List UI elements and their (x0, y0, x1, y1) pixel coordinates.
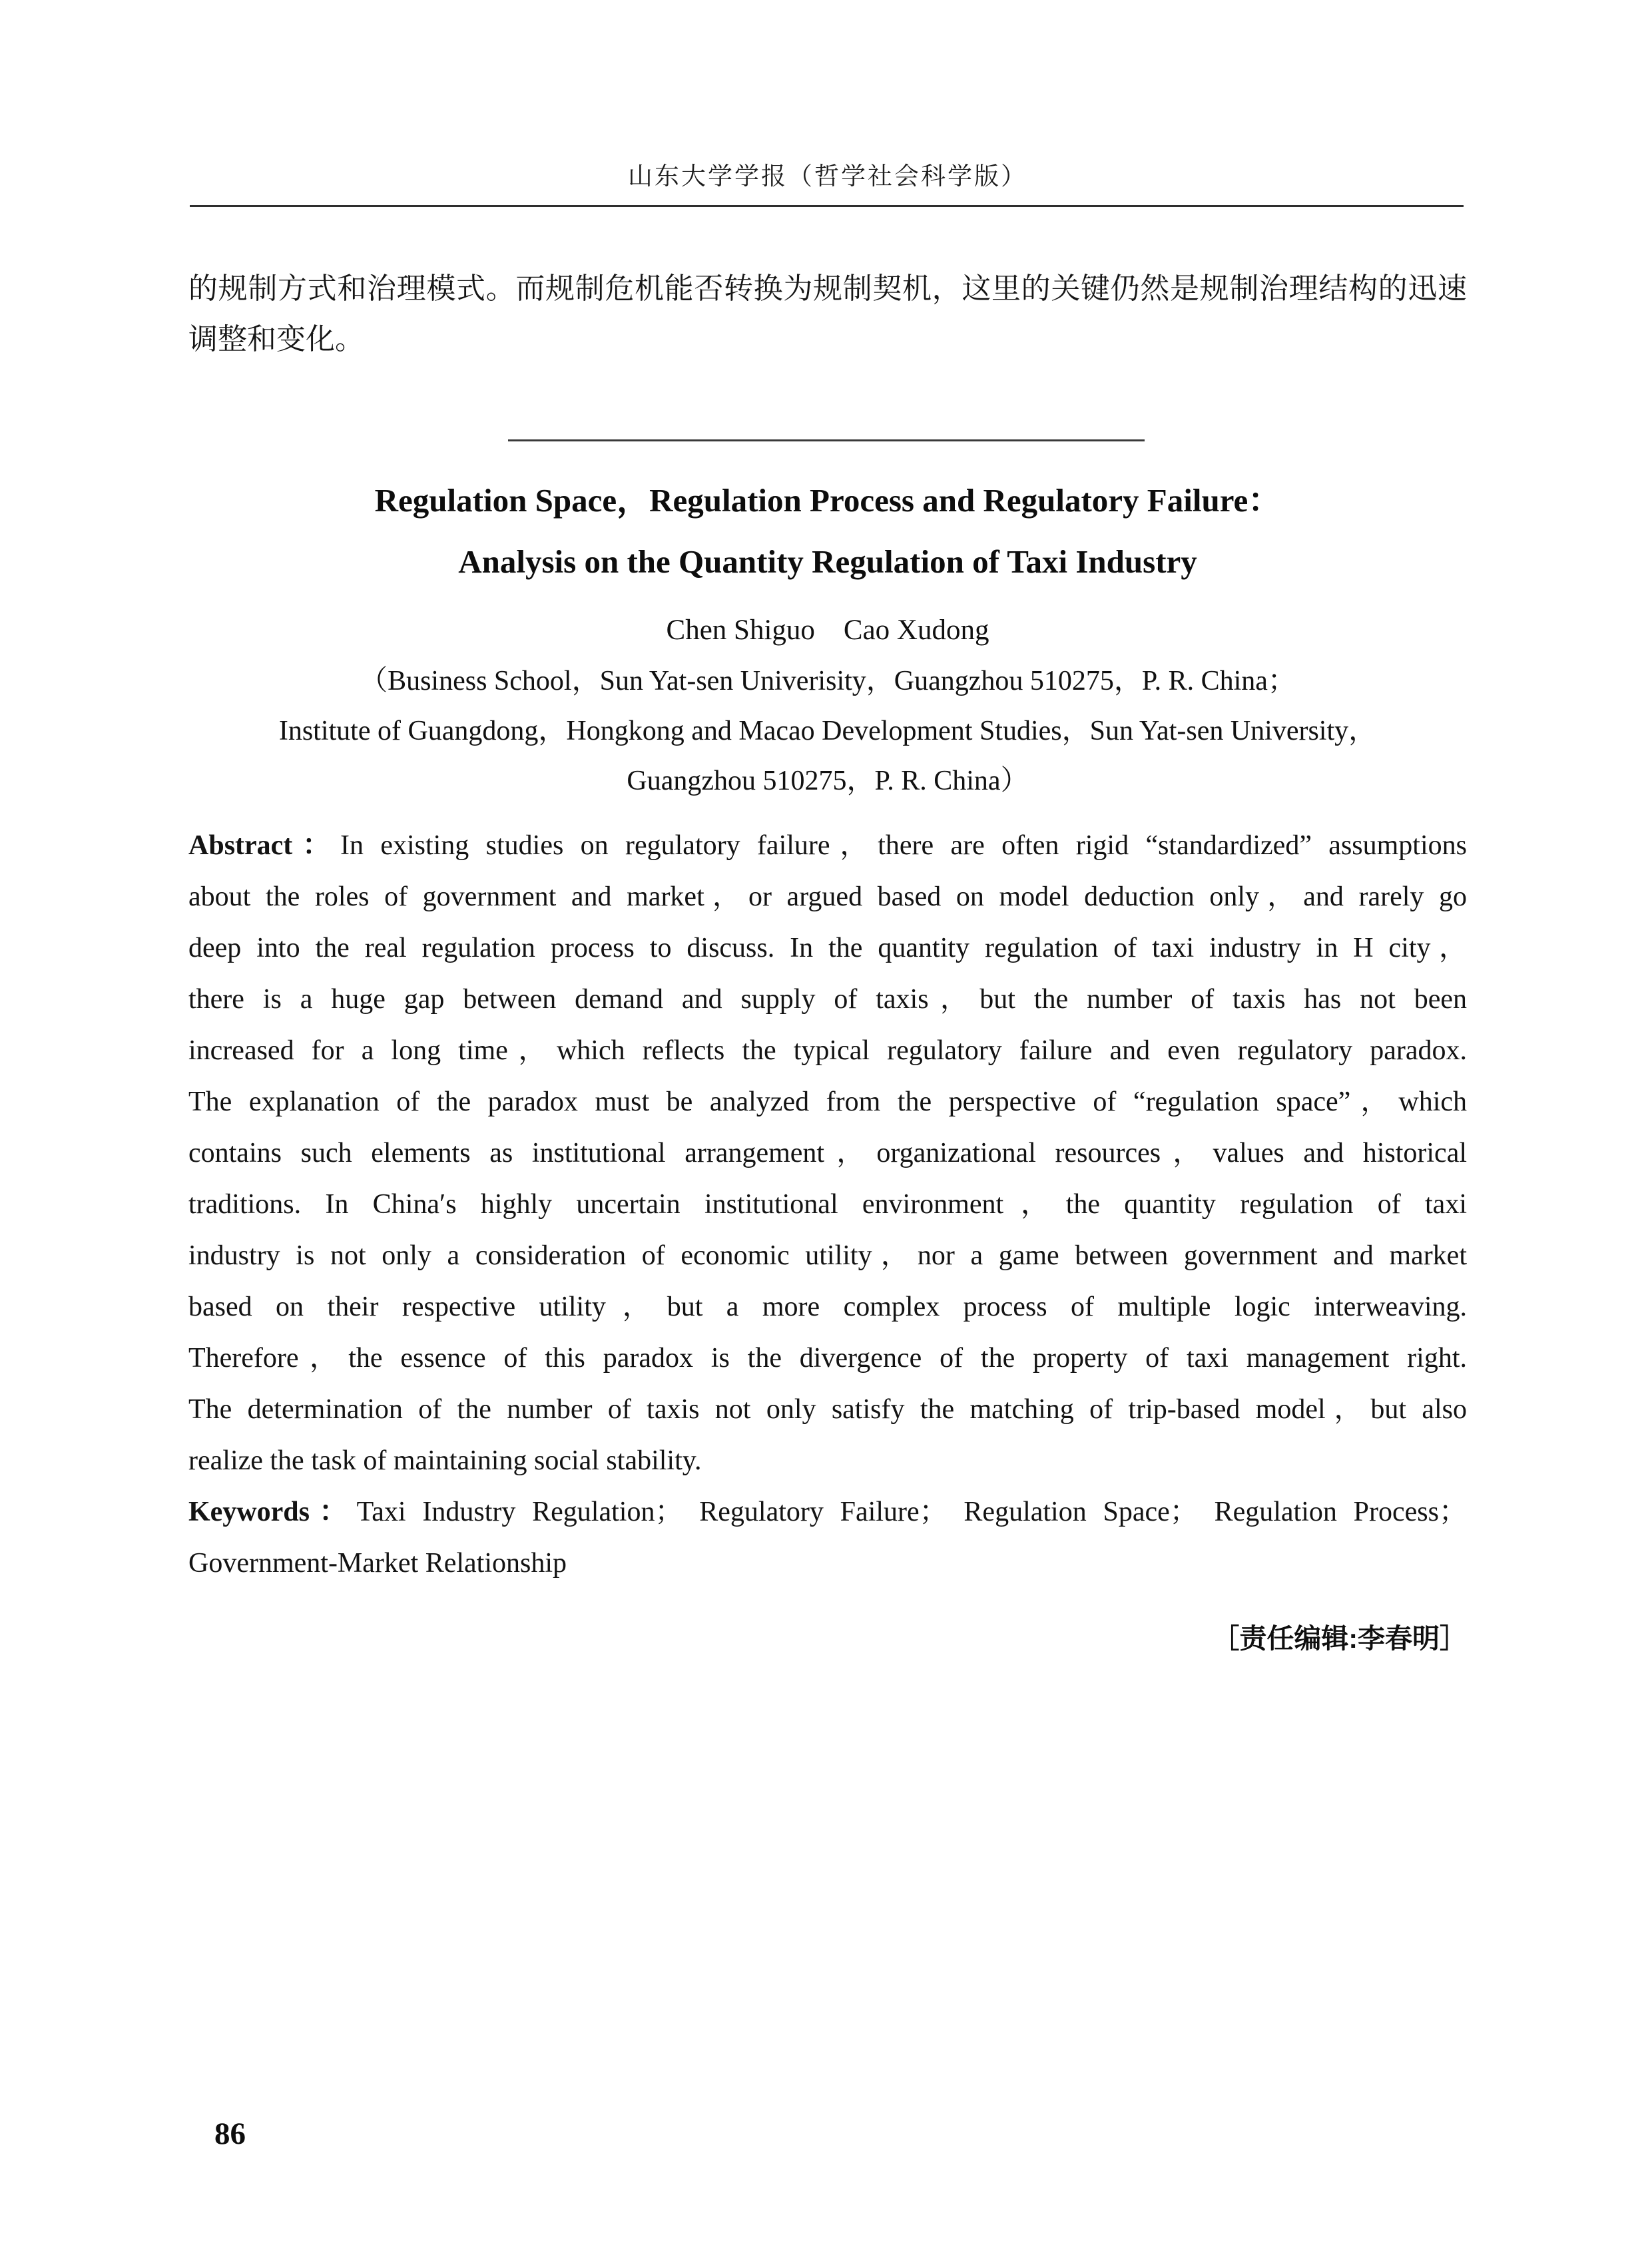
abstract-line: Abstract：In existing studies on regulatory failure，there are often rigid “standardized” assumptions (188, 830, 1467, 861)
abstract-last-line: realize the task of maintaining social stability. (188, 1445, 702, 1476)
abstract-line: contains such elements as institutional arrangement，organizational resources，values and historical (188, 1138, 1467, 1168)
abstract-line: The explanation of the paradox must be analyzed from the perspective of “regulation space”，which (188, 1087, 1467, 1117)
abstract-label: Abstract： (188, 830, 340, 861)
keywords-last-line: Government-Market Relationship (188, 1548, 567, 1579)
abstract-line: The determination of the number of taxis not only satisfy the matching of trip-based model，but also (188, 1394, 1467, 1425)
keywords-label: Keywords： (188, 1497, 357, 1527)
english-title-line-2: Analysis on the Quantity Regulation of Taxi Industry (458, 543, 1197, 580)
affiliation-block (188, 656, 1467, 806)
affiliation-line-3: Guangzhou 510275，P. R. China） (627, 766, 1029, 796)
abstract-line: there is a huge gap between demand and supply of taxis，but the number of taxis has not been (188, 984, 1467, 1015)
journal-header-title: 山东大学学报（哲学社会科学版） (628, 163, 1027, 190)
affiliation-line-1: （Business School，Sun Yat-sen Univerisity，Guangzhou 510275，P. R. China； (360, 666, 1296, 696)
abstract-and-keywords (188, 820, 1467, 1589)
abstract-line: deep into the real regulation process to discuss. In the quantity regulation of taxi industry in H city， (188, 933, 1467, 963)
header-rule (190, 205, 1464, 207)
authors: Chen Shiguo Cao Xudong (666, 615, 989, 646)
chinese-closing-paragraph (188, 264, 1467, 365)
english-title (188, 470, 1467, 593)
affiliation-line-2: Institute of Guangdong，Hongkong and Macao Development Studies，Sun Yat-sen University， (278, 716, 1377, 746)
chinese-paragraph-line-1: 的规制方式和治理模式。而规制危机能否转换为规制契机，这里的关键仍然是规制治理结构的迅速 (188, 272, 1467, 305)
chinese-paragraph-line-2: 调整和变化。 (188, 323, 364, 356)
abstract-line: based on their respective utility，but a more complex process of multiple logic interweaving. (188, 1292, 1467, 1322)
page-number: 86 (214, 2116, 246, 2151)
abstract-line: industry is not only a consideration of economic utility，nor a game between government and market (188, 1240, 1467, 1271)
english-title-line-1: Regulation Space，Regulation Process and Regulatory Failure： (374, 482, 1281, 519)
responsible-editor: ［责任编辑:李春明］ (1212, 1623, 1467, 1654)
abstract-line: traditions. In China′s highly uncertain institutional environment，the quantity regulation of taxi (188, 1189, 1467, 1220)
abstract-line: about the roles of government and market，or argued based on model deduction only，and rarely go (188, 881, 1467, 912)
abstract-line: Therefore，the essence of this paradox is the divergence of the property of taxi management right. (188, 1343, 1467, 1373)
title-divider-rule (508, 439, 1145, 441)
abstract-line: increased for a long time，which reflects the typical regulatory failure and even regulatory paradox. (188, 1035, 1467, 1066)
keywords-line: Keywords：Taxi Industry Regulation； Regulatory Failure； Regulation Space； Regulation Process； (188, 1497, 1467, 1527)
